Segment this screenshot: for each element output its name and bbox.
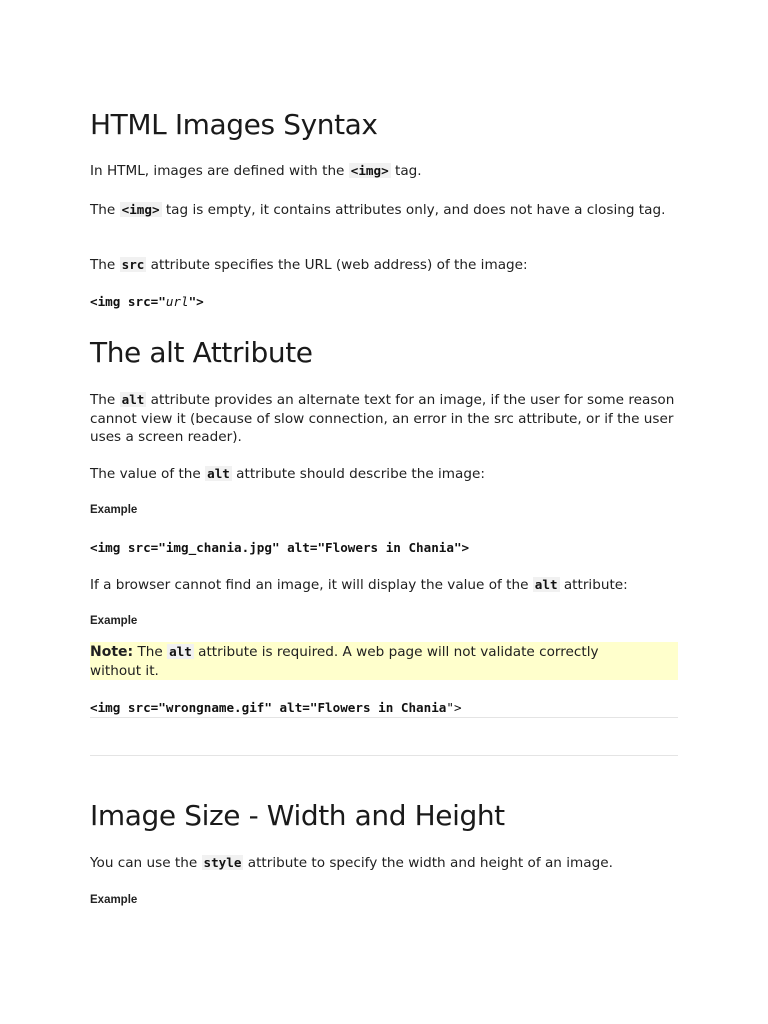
heading-html-images-syntax: HTML Images Syntax [90,108,378,141]
code-text: <img src="wrongname.gif" alt="Flowers in Chania [90,700,447,715]
paragraph-text: The [90,257,120,273]
divider [90,717,678,718]
syntax-code-line [90,294,204,309]
example-label: Example [90,615,138,627]
inline-code: src [121,257,145,272]
paragraph-text: attribute: [559,577,628,593]
inline-code: alt [169,644,192,659]
paragraph-alt-provides [90,391,678,447]
note-box [90,642,678,680]
code-text: <img src=" [90,294,166,309]
paragraph-alt-describe [90,465,678,484]
example-code-wrongname [90,700,462,715]
inline-code: alt [534,577,558,592]
example-code-chania: <img src="img_chania.jpg" alt="Flowers in Chania"> [90,540,470,555]
heading-image-size: Image Size - Width and Height [90,799,505,832]
example-label: Example [90,504,138,516]
paragraph-text: attribute to specify the width and height of an image. [243,855,613,871]
paragraph-img-empty [90,201,678,220]
inline-code: alt [207,466,230,481]
paragraph-text: If a browser cannot find an image, it will display the value of the [90,577,533,593]
paragraph-text: The [90,392,120,408]
code-text: "> [188,294,204,309]
paragraph-text: The [90,202,120,218]
inline-code: alt [121,392,145,407]
inline-code: <img> [350,163,389,178]
paragraph-text: tag. [390,163,422,179]
inline-code: <img> [121,202,160,217]
paragraph-text: The value of the [90,466,206,482]
note-body: The [133,644,168,660]
inline-code: style [203,855,242,870]
paragraph-src-attribute [90,256,678,275]
code-placeholder: url [165,294,189,309]
code-text: "> [446,700,462,715]
section-divider [90,755,678,756]
paragraph-text: You can use the [90,855,202,871]
paragraph-img-defined [90,162,678,181]
paragraph-browser-cannot-find [90,576,678,595]
paragraph-text: attribute provides an alternate text for an image, if the user for some reason cannot view it (because of slow connection, an error in the src attribute, or if the user uses a screen reader). [90,392,675,445]
heading-alt-attribute: The alt Attribute [90,336,313,369]
paragraph-text: attribute should describe the image: [231,466,485,482]
note-body: attribute is required. A web page will not validate correctly without it. [90,644,599,679]
paragraph-text: attribute specifies the URL (web address) of the image: [146,257,528,273]
paragraph-style-attribute [90,854,678,873]
paragraph-text: In HTML, images are defined with the [90,163,349,179]
note-label: Note: [90,644,134,660]
paragraph-text: tag is empty, it contains attributes only, and does not have a closing tag. [161,202,666,218]
note-text [90,643,650,680]
example-label: Example [90,894,138,906]
